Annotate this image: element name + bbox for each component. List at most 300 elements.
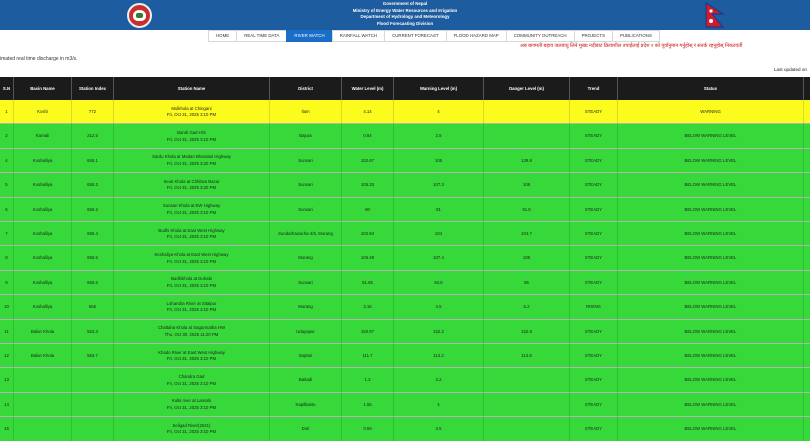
- cell-danger-level: [484, 417, 570, 441]
- cell-water-level: [342, 124, 394, 148]
- table-row[interactable]: [0, 124, 810, 148]
- cell-trend: [570, 320, 618, 344]
- water-level-value: 1.3: [364, 377, 371, 383]
- sn-value: 8: [5, 255, 8, 261]
- danger-level-value: 113.8: [521, 352, 532, 358]
- danger-level-value: 108: [522, 182, 531, 188]
- water-level-value: 111.7: [362, 352, 373, 358]
- cell-water-level: [342, 344, 394, 368]
- cell-sn: [0, 344, 14, 368]
- station-name-text: Sunsari Khola at EW Highway: [162, 203, 221, 209]
- station-index-value: 655.1: [87, 157, 98, 163]
- nav-real-time-data[interactable]: REAL TIME DATA: [236, 30, 286, 42]
- col-header-district: District: [270, 77, 342, 100]
- danger-level-value: 85: [524, 279, 529, 285]
- station-timestamp: Fri, Oct 31, 2025 3:10 PM: [166, 112, 217, 118]
- cell-danger-level: [484, 173, 570, 197]
- cell-water-level: [342, 149, 394, 173]
- cell-basin-name: [14, 271, 72, 295]
- table-row[interactable]: [0, 222, 810, 246]
- basin-name-value: Koshi: [37, 108, 48, 114]
- cell-station-index: [72, 198, 114, 222]
- cell-sn: [0, 124, 14, 148]
- danger-level-value: 108: [522, 255, 531, 261]
- sn-value: 15: [4, 426, 9, 432]
- station-name-text: Seuti Khola at Chhitwa Bazar: [163, 178, 220, 184]
- status-value: WARNING: [700, 108, 721, 114]
- cell-basin-name: [14, 124, 72, 148]
- cell-status: [618, 271, 804, 295]
- water-level-value: 3.16: [363, 304, 372, 310]
- station-index-value: 655.5: [87, 255, 98, 261]
- cell-station-index: [72, 368, 114, 392]
- cell-station-index: [72, 295, 114, 319]
- basin-name-value: Koshalliya: [32, 304, 53, 310]
- cell-sn: [0, 173, 14, 197]
- cell-danger-level: [484, 198, 570, 222]
- cell-trend: [570, 100, 618, 124]
- station-index-value: 655.4: [87, 230, 98, 236]
- cell-trend: [570, 246, 618, 270]
- warning-level-value: 152.2: [433, 328, 444, 334]
- col-header-water-level: Water Level (m): [342, 77, 394, 100]
- cell-status: [618, 344, 804, 368]
- last-updated-label: Last updated on: [774, 67, 807, 72]
- nav-current-forecast[interactable]: CURRENT FORECAST: [384, 30, 446, 42]
- organization-title: [300, 1, 510, 28]
- station-name-text: Budhikhola at Duhabi: [171, 276, 212, 282]
- basin-name-value: Koshalliya: [32, 255, 53, 261]
- cell-station-name: [114, 198, 270, 222]
- cell-danger-level: [484, 124, 570, 148]
- table-row[interactable]: [0, 149, 810, 173]
- basin-name-value: Balan Khola: [30, 328, 55, 334]
- main-navigation: [0, 30, 810, 42]
- cell-basin-name: [14, 198, 72, 222]
- table-row[interactable]: [0, 393, 810, 417]
- cell-danger-level: [484, 271, 570, 295]
- water-level-value: 150.97: [360, 328, 375, 334]
- sn-value: 14: [4, 401, 9, 407]
- status-value: BELOW WARNING LEVEL: [684, 157, 737, 163]
- cell-warning-level: [394, 124, 484, 148]
- water-level-value: 105.33: [360, 182, 375, 188]
- cell-trend: [570, 295, 618, 319]
- station-timestamp: Fri, Oct 31, 2025 3:10 PM: [166, 136, 217, 142]
- station-timestamp: Fri, Oct 31, 2025 3:10 PM: [166, 258, 217, 264]
- cell-status: [618, 295, 804, 319]
- col-header-status: Status: [618, 77, 804, 100]
- district-value: Ilam: [301, 108, 310, 114]
- water-level-value: 106.49: [360, 255, 375, 261]
- trend-value: STEADY: [584, 426, 603, 432]
- cell-danger-level: [484, 368, 570, 392]
- district-value: Sunsari: [298, 279, 313, 285]
- cell-station-name: [114, 222, 270, 246]
- cell-sn: [0, 417, 14, 441]
- water-level-value: 0.59: [363, 426, 372, 432]
- cell-station-name: [114, 149, 270, 173]
- status-value: BELOW WARNING LEVEL: [684, 401, 737, 407]
- cell-district: [270, 295, 342, 319]
- cell-danger-level: [484, 320, 570, 344]
- warning-level-value: 2.5: [435, 133, 442, 139]
- cell-station-index: [72, 393, 114, 417]
- cell-danger-level: [484, 222, 570, 246]
- cell-danger-level: [484, 149, 570, 173]
- cell-warning-level: [394, 393, 484, 417]
- cell-warning-level: [394, 368, 484, 392]
- trend-value: STEADY: [584, 255, 603, 261]
- cell-station-index: [72, 100, 114, 124]
- sn-value: 2: [5, 133, 8, 139]
- nav-river-watch[interactable]: RIVER WATCH: [286, 30, 331, 42]
- cell-station-name: [114, 320, 270, 344]
- basin-name-value: Koshalliya: [32, 182, 53, 188]
- cell-trend: [570, 124, 618, 148]
- basin-name-value: Karnali: [35, 133, 50, 139]
- cell-district: [270, 417, 342, 441]
- org-line-ministry: Ministry of Energy Water Resources and Irrigation: [352, 7, 458, 13]
- station-index-value: 772: [88, 108, 97, 114]
- status-value: BELOW WARNING LEVEL: [684, 206, 737, 212]
- cell-basin-name: [14, 100, 72, 124]
- cell-trend: [570, 368, 618, 392]
- col-header-basin-name: Basin Name: [14, 77, 72, 100]
- status-value: BELOW WARNING LEVEL: [684, 352, 737, 358]
- trend-value: STEADY: [584, 377, 603, 383]
- water-level-value: 102.94: [360, 230, 375, 236]
- danger-level-value: 139.8: [521, 157, 532, 163]
- cell-district: [270, 368, 342, 392]
- status-value: BELOW WARNING LEVEL: [684, 230, 737, 236]
- nav-flood-hazard-map[interactable]: FLOOD HAZARD MAP: [446, 30, 506, 42]
- cell-water-level: [342, 100, 394, 124]
- station-timestamp: Fri, Oct 31, 2025 3:10 PM: [166, 429, 217, 435]
- cell-station-name: [114, 271, 270, 295]
- cell-district: [270, 173, 342, 197]
- cell-warning-level: [394, 417, 484, 441]
- station-index-value: 655: [88, 304, 97, 310]
- cell-sn: [0, 246, 14, 270]
- cell-district: [270, 344, 342, 368]
- table-row[interactable]: [0, 295, 810, 319]
- trend-value: STEADY: [584, 157, 603, 163]
- cell-station-name: [114, 246, 270, 270]
- district-value: Sundarharaicha-4/5, Morang: [278, 230, 333, 236]
- cell-sn: [0, 271, 14, 295]
- cell-sn: [0, 198, 14, 222]
- district-value: Saptari: [298, 352, 313, 358]
- cell-warning-level: [394, 100, 484, 124]
- warning-level-value: 107.3: [433, 182, 444, 188]
- basin-name-value: Balan Khola: [30, 352, 55, 358]
- cell-station-name: [114, 173, 270, 197]
- sn-value: 7: [5, 230, 8, 236]
- cell-trend: [570, 271, 618, 295]
- cell-station-index: [72, 320, 114, 344]
- station-index-value: 655.6: [87, 279, 98, 285]
- cell-water-level: [342, 393, 394, 417]
- cell-water-level: [342, 368, 394, 392]
- cell-district: [270, 393, 342, 417]
- cell-station-index: [72, 149, 114, 173]
- danger-level-value: 152.8: [521, 328, 532, 334]
- district-value: Doti: [301, 426, 310, 432]
- cell-district: [270, 246, 342, 270]
- cell-warning-level: [394, 271, 484, 295]
- org-line-division: Flood Forecasting Division: [376, 21, 434, 27]
- station-name-text: Bandi Gad H/S: [177, 130, 206, 136]
- basin-name-value: Koshalliya: [32, 279, 53, 285]
- cell-district: [270, 320, 342, 344]
- station-timestamp: Fri, Oct 31, 2025 3:10 PM: [166, 356, 217, 362]
- cell-basin-name: [14, 246, 72, 270]
- sn-value: 4: [5, 157, 8, 163]
- cell-trend: [570, 222, 618, 246]
- cell-station-name: [114, 344, 270, 368]
- cell-warning-level: [394, 295, 484, 319]
- site-header: [0, 0, 810, 30]
- station-timestamp: Fri, Oct 31, 2025 3:10 PM: [166, 380, 217, 386]
- status-value: BELOW WARNING LEVEL: [684, 304, 737, 310]
- station-name-text: Seligad River(2041): [172, 422, 211, 428]
- station-timestamp: Fri, Oct 31, 2025 3:10 PM: [166, 307, 217, 313]
- cell-water-level: [342, 222, 394, 246]
- cell-basin-name: [14, 295, 72, 319]
- cell-trend: [570, 344, 618, 368]
- table-row[interactable]: [0, 417, 810, 441]
- table-row[interactable]: [0, 344, 810, 368]
- cell-status: [618, 246, 804, 270]
- station-index-value: 212.5: [87, 133, 98, 139]
- cell-station-index: [72, 124, 114, 148]
- cell-status: [618, 124, 804, 148]
- cell-trend: [570, 198, 618, 222]
- status-value: BELOW WARNING LEVEL: [684, 426, 737, 432]
- cell-station-index: [72, 344, 114, 368]
- discharge-note: imated real time discharge in m3/s.: [0, 56, 78, 62]
- water-level-value: 0.84: [363, 133, 372, 139]
- cell-basin-name: [14, 320, 72, 344]
- status-value: BELOW WARNING LEVEL: [684, 279, 737, 285]
- cell-warning-level: [394, 320, 484, 344]
- cell-water-level: [342, 417, 394, 441]
- cell-district: [270, 100, 342, 124]
- cell-station-name: [114, 100, 270, 124]
- warning-level-value: 113.2: [433, 352, 444, 358]
- sn-value: 6: [5, 206, 8, 212]
- cell-trend: [570, 393, 618, 417]
- cell-basin-name: [14, 173, 72, 197]
- basin-name-value: Koshalliya: [32, 206, 53, 212]
- table-row[interactable]: [0, 368, 810, 392]
- cell-water-level: [342, 246, 394, 270]
- trend-value: STEADY: [584, 401, 603, 407]
- table-row[interactable]: [0, 198, 810, 222]
- alert-marquee: अब बागमती बहाव जलवायु लिने मुख्य नदीबाट क्रियाशील तपाईलाई प्रदेश २ को पूर्वानुमान गर्नुहोस् र सतर्क रहनुहोस् निकटवर्ती: [520, 43, 743, 49]
- cell-status: [618, 222, 804, 246]
- warning-level-value: 107.4: [433, 255, 444, 261]
- trend-value: STEADY: [584, 352, 603, 358]
- cell-sn: [0, 222, 14, 246]
- cell-district: [270, 271, 342, 295]
- cell-trend: [570, 173, 618, 197]
- cell-water-level: [342, 173, 394, 197]
- table-row[interactable]: [0, 271, 810, 295]
- station-name-text: Keshaliya Khola at East West Highway: [154, 252, 229, 258]
- cell-warning-level: [394, 246, 484, 270]
- cell-water-level: [342, 295, 394, 319]
- warning-level-value: 84.5: [434, 279, 443, 285]
- col-header-warning-level: Warning Level (m): [394, 77, 484, 100]
- cell-danger-level: [484, 100, 570, 124]
- col-header-station-index: Station Index: [72, 77, 114, 100]
- district-value: Udayapur: [296, 328, 315, 334]
- table-row[interactable]: [0, 320, 810, 344]
- cell-basin-name: [14, 149, 72, 173]
- col-header-trend: Trend: [570, 77, 618, 100]
- cell-station-index: [72, 246, 114, 270]
- table-row[interactable]: [0, 246, 810, 270]
- cell-sn: [0, 368, 14, 392]
- cell-sn: [0, 149, 14, 173]
- water-level-value: 4.14: [363, 108, 372, 114]
- sn-value: 10: [4, 304, 9, 310]
- water-level-value: 81.85: [362, 279, 373, 285]
- district-value: Sunsari: [298, 206, 313, 212]
- cell-warning-level: [394, 198, 484, 222]
- cell-station-name: [114, 368, 270, 392]
- status-value: BELOW WARNING LEVEL: [684, 255, 737, 261]
- cell-status: [618, 393, 804, 417]
- cell-district: [270, 149, 342, 173]
- table-row[interactable]: [0, 100, 810, 124]
- district-value: Sunsari: [298, 182, 313, 188]
- cell-basin-name: [14, 393, 72, 417]
- cell-station-index: [72, 222, 114, 246]
- trend-value: STEADY: [584, 108, 603, 114]
- sn-value: 11: [4, 328, 9, 334]
- cell-warning-level: [394, 173, 484, 197]
- station-name-text: Chaltaha Khola at Sagarmatha HW: [157, 325, 226, 331]
- cell-warning-level: [394, 222, 484, 246]
- cell-trend: [570, 417, 618, 441]
- station-timestamp: Fri, Oct 31, 2025 3:20 PM: [166, 160, 217, 166]
- cell-district: [270, 124, 342, 148]
- col-header-sn: S.N: [0, 77, 14, 100]
- cell-status: [618, 149, 804, 173]
- sn-value: 5: [5, 182, 8, 188]
- station-name-text: Sardu Khola at Madan Bhandari Highway: [152, 154, 231, 160]
- trend-value: STEADY: [584, 328, 603, 334]
- station-index-value: 553.3: [87, 328, 98, 334]
- danger-level-value: 5.2: [523, 304, 530, 310]
- col-header-station-name: Station Name: [114, 77, 270, 100]
- district-value: Kapilbastu: [295, 401, 316, 407]
- cell-basin-name: [14, 222, 72, 246]
- cell-basin-name: [14, 417, 72, 441]
- warning-level-value: 3.5: [435, 426, 442, 432]
- table-header: [0, 77, 810, 100]
- cell-danger-level: [484, 246, 570, 270]
- nav-publications[interactable]: PUBLICATIONS: [612, 30, 660, 42]
- cell-station-name: [114, 417, 270, 441]
- basin-name-value: Koshalliya: [32, 157, 53, 163]
- cell-sn: [0, 295, 14, 319]
- cell-danger-level: [484, 295, 570, 319]
- district-value: Baitadi: [298, 377, 313, 383]
- district-value: Morang: [298, 255, 313, 261]
- warning-level-value: 4: [437, 401, 440, 407]
- cell-station-name: [114, 124, 270, 148]
- nav-community-outreach[interactable]: COMMUNITY OUTREACH: [506, 30, 574, 42]
- warning-level-value: 105: [434, 157, 443, 163]
- cell-district: [270, 198, 342, 222]
- status-value: BELOW WARNING LEVEL: [684, 133, 737, 139]
- cell-station-index: [72, 271, 114, 295]
- status-value: BELOW WARNING LEVEL: [684, 377, 737, 383]
- cell-water-level: [342, 198, 394, 222]
- warning-level-value: 81: [436, 206, 441, 212]
- cell-basin-name: [14, 368, 72, 392]
- table-row[interactable]: [0, 173, 810, 197]
- trend-value: RISING: [586, 304, 601, 310]
- nav-home[interactable]: HOME: [208, 30, 236, 42]
- water-level-value: 80: [365, 206, 370, 212]
- sn-value: 1: [5, 108, 8, 114]
- danger-level-value: 91.8: [522, 206, 531, 212]
- station-index-value: 656.2: [87, 206, 98, 212]
- water-level-value: 1.55: [363, 401, 372, 407]
- nepal-flag-icon: [705, 2, 725, 28]
- col-header-danger-level: Danger Level (m): [484, 77, 570, 100]
- station-index-value: 553.7: [87, 352, 98, 358]
- station-name-text: Budhi Khola at East West Highway: [158, 227, 225, 233]
- cell-status: [618, 320, 804, 344]
- station-timestamp: Fri, Oct 31, 2025 3:10 PM: [166, 234, 217, 240]
- trend-value: STEADY: [584, 230, 603, 236]
- cell-status: [618, 417, 804, 441]
- trend-value: STEADY: [584, 182, 603, 188]
- station-timestamp: Fri, Oct 31, 2025 3:10 PM: [166, 404, 217, 410]
- station-timestamp: Thu, Oct 30, 2025 11:20 PM: [164, 331, 219, 337]
- trend-value: STEADY: [584, 133, 603, 139]
- cell-station-name: [114, 393, 270, 417]
- river-watch-table: [0, 77, 810, 441]
- status-value: BELOW WARNING LEVEL: [684, 182, 737, 188]
- nepal-emblem-icon: [127, 3, 152, 28]
- cell-basin-name: [14, 344, 72, 368]
- org-line-government: Government of Nepal: [382, 1, 428, 6]
- station-name-text: Kulki river at Lamahi: [172, 398, 211, 404]
- trend-value: STEADY: [584, 279, 603, 285]
- sn-value: 9: [5, 279, 8, 285]
- cell-status: [618, 173, 804, 197]
- cell-sn: [0, 393, 14, 417]
- warning-level-value: 4: [437, 108, 440, 114]
- water-level-value: 102.67: [360, 157, 375, 163]
- sn-value: 12: [4, 352, 9, 358]
- cell-water-level: [342, 320, 394, 344]
- nav-projects[interactable]: PROJECTS: [574, 30, 612, 42]
- cell-warning-level: [394, 344, 484, 368]
- station-name-text: Mulkhola at Chingani: [171, 105, 212, 111]
- basin-name-value: Koshalliya: [32, 230, 53, 236]
- cell-status: [618, 100, 804, 124]
- nav-rainfall-watch[interactable]: RAINFALL WATCH: [332, 30, 384, 42]
- cell-station-name: [114, 295, 270, 319]
